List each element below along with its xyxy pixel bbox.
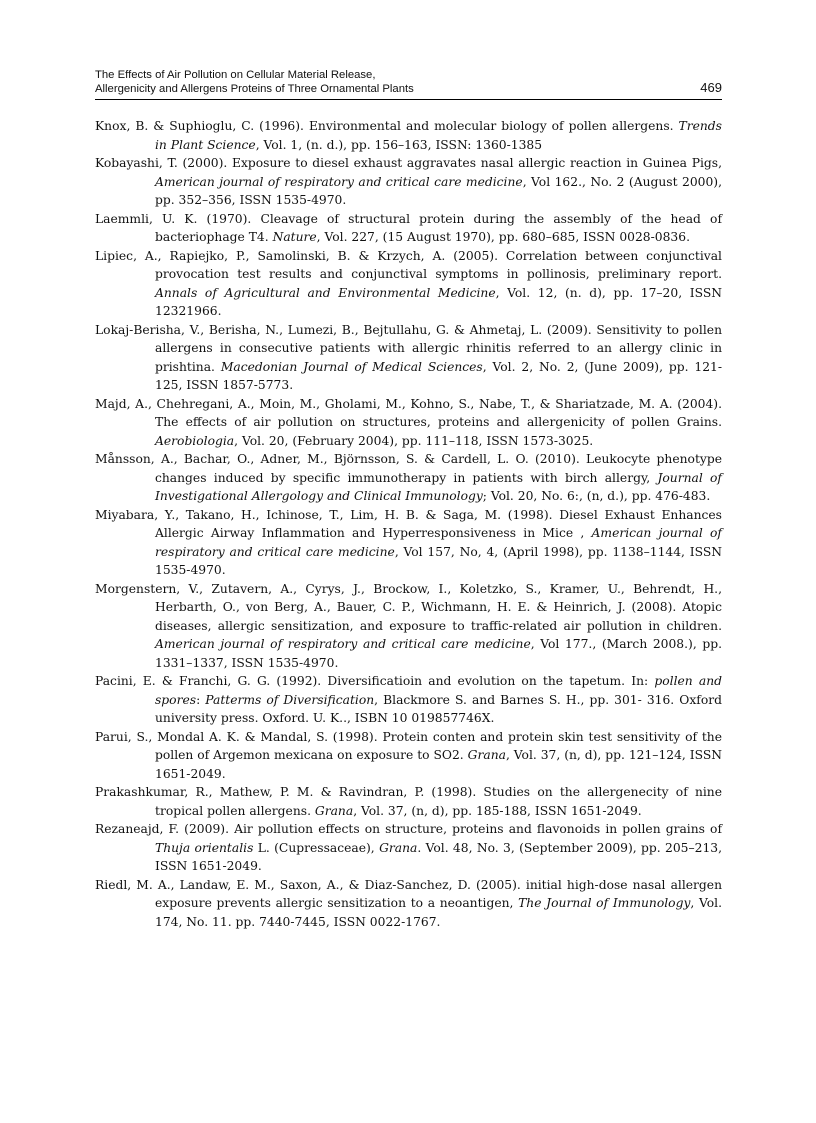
reference-entry: Kobayashi, T. (2000). Exposure to diesel exhaust aggravates nasal allergic reaction in Guinea Pigs, American journal of respiratory and critical care medicine, Vol 162., No. 2 (August 2000), pp. 352–356, ISSN 1535-4970.	[95, 156, 723, 207]
reference-entry: Månsson, A., Bachar, O., Adner, M., Björnsson, S. & Cardell, L. O. (2010). Leukocyte phenotype changes induced by specific immunotherapy in patients with birch allergy, Journal of Investigational Allergology and Clinical Immunology; Vol. 20, No. 6:, (n, d.), pp. 476-483.	[95, 452, 722, 503]
reference-entry: Laemmli, U. K. (1970). Cleavage of structural protein during the assembly of the head of bacteriophage T4. Nature, Vol. 227, (15 August 1970), pp. 680–685, ISSN 0028-0836.	[95, 211, 722, 244]
reference-entry: Prakashkumar, R., Mathew, P. M. & Ravindran, P. (1998). Studies on the allergenecity of nine tropical pollen allergens. Grana, Vol. 37, (n, d), pp. 185-188, ISSN 1651-2049.	[95, 785, 722, 818]
running-header	[95, 69, 722, 100]
reference-entry: Pacini, E. & Franchi, G. G. (1992). Diversificatioin and evolution on the tapetum. In: pollen and spores: Patterms of Diversification, Blackmore S. and Barnes S. H., pp. 301- 316. Oxford university press. Oxford. U. K.., ISBN 10 019857746X.	[95, 674, 722, 725]
reference-entry: Majd, A., Chehregani, A., Moin, M., Gholami, M., Kohno, S., Nabe, T., & Shariatzade, M. A. (2004). The effects of air pollution on structures, proteins and allergenicity of pollen Grains. Aerobiologia, Vol. 20, (February 2004), pp. 111–118, ISSN 1573-3025.	[95, 396, 722, 448]
reference-entry: Lipiec, A., Rapiejko, P., Samolinski, B. & Krzych, A. (2005). Correlation between conjunctival provocation test results and conjunctival symptoms in pollinosis, preliminary report. Annals of Agricultural and Environmental Medicine, Vol. 12, (n. d), pp. 17–20, ISSN 12321966.	[95, 248, 723, 318]
reference-entry: Lokaj-Berisha, V., Berisha, N., Lumezi, B., Bejtullahu, G. & Ahmetaj, L. (2009). Sensitivity to pollen allergens in consecutive patients with allergic rhinitis referred to an allergy clinic in prishtina. Macedonian Journal of Medical Sciences, Vol. 2, No. 2, (June 2009), pp. 121-125, ISSN 1857-5773.	[95, 322, 722, 392]
reference-list	[95, 117, 722, 931]
reference-entry: Morgenstern, V., Zutavern, A., Cyrys, J., Brockow, I., Koletzko, S., Kramer, U., Behrendt, H., Herbarth, O., von Berg, A., Bauer, C. P., Wichmann, H. E. & Heinrich, J. (2008). Atopic diseases, allergic sensitization, and exposure to traffic-related air pollution in children. American journal of respiratory and critical care medicine, Vol 177., (March 2008.), pp. 1331–1337, ISSN 1535-4970.	[95, 581, 722, 670]
reference-entry: Riedl, M. A., Landaw, E. M., Saxon, A., & Diaz-Sanchez, D. (2005). initial high-dose nasal allergen exposure prevents allergic sensitization to a neoantigen, The Journal of Immunology, Vol. 174, No. 11. pp. 7440-7445, ISSN 0022-1767.	[95, 877, 722, 929]
reference-entry: Knox, B. & Suphioglu, C. (1996). Environmental and molecular biology of pollen allergens. Trends in Plant Science, Vol. 1, (n. d.), pp. 156–163, ISSN: 1360-1385	[95, 119, 722, 152]
reference-entry: Miyabara, Y., Takano, H., Ichinose, T., Lim, H. B. & Saga, M. (1998). Diesel Exhaust Enhances Allergic Airway Inflammation and Hyperresponsiveness in Mice , American journal of respiratory and critical care medicine, Vol 157, No, 4, (April 1998), pp. 1138–1144, ISSN 1535-4970.	[95, 507, 723, 577]
page-number: 469	[700, 80, 722, 95]
reference-entry: Parui, S., Mondal A. K. & Mandal, S. (1998). Protein conten and protein skin test sensitivity of the pollen of Argemon mexicana on exposure to SO2. Grana, Vol. 37, (n, d), pp. 121–124, ISSN 1651-2049.	[95, 729, 722, 781]
running-title-line-2: Allergenicity and Allergens Proteins of Three Ornamental Plants	[95, 82, 414, 95]
reference-entry: Rezaneajd, F. (2009). Air pollution effects on structure, proteins and flavonoids in pollen grains of Thuja orientalis L. (Cupressaceae), Grana. Vol. 48, No. 3, (September 2009), pp. 205–213, ISSN 1651-2049.	[95, 822, 723, 873]
running-title-line-1: The Effects of Air Pollution on Cellular Material Release,	[95, 69, 376, 81]
